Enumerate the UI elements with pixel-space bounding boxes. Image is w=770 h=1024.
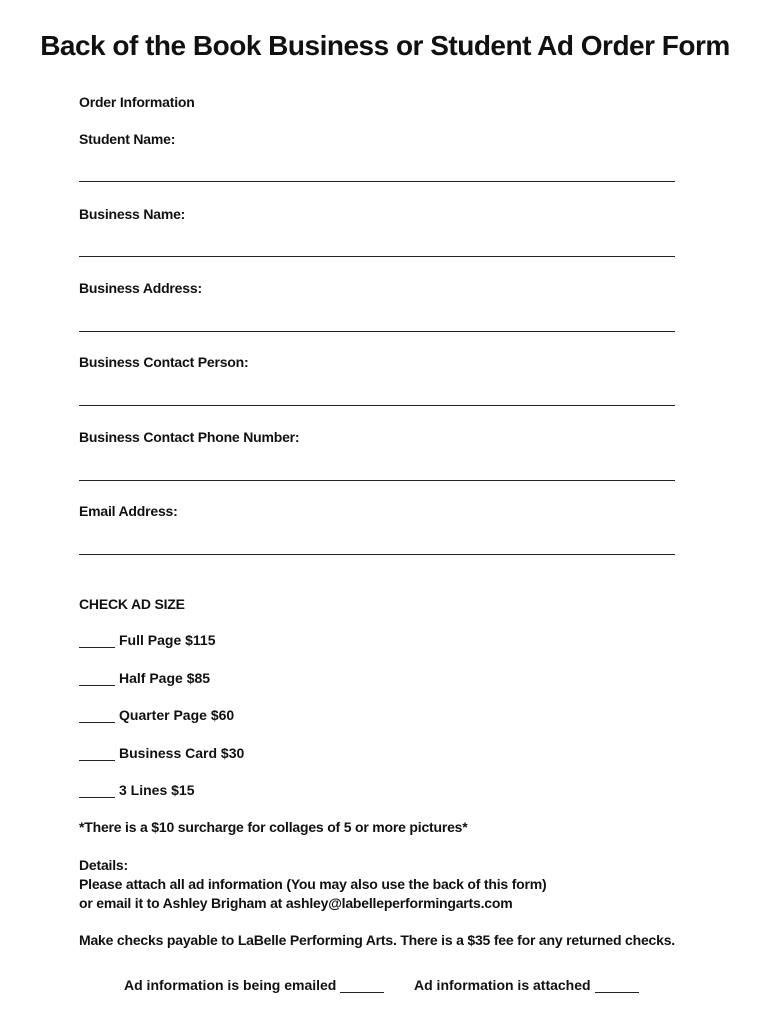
ad-option-half-page[interactable] bbox=[79, 670, 210, 686]
option-label: Business Card $30 bbox=[119, 745, 245, 761]
emailed-confirmation[interactable] bbox=[124, 977, 384, 993]
option-label: 3 Lines $15 bbox=[119, 782, 195, 798]
business-address-label: Business Address: bbox=[79, 280, 202, 296]
payment-note: Make checks payable to LaBelle Performing Arts. There is a $35 fee for any returned checks. bbox=[79, 932, 675, 948]
details-line-1: Please attach all ad information (You may also use the back of this form) bbox=[79, 876, 547, 892]
option-blank[interactable] bbox=[79, 673, 115, 686]
details-heading: Details: bbox=[79, 857, 128, 873]
order-information-heading: Order Information bbox=[79, 94, 195, 110]
option-blank[interactable] bbox=[79, 710, 115, 723]
email-address-label: Email Address: bbox=[79, 503, 178, 519]
check-ad-size-heading: CHECK AD SIZE bbox=[79, 596, 185, 612]
attached-confirmation[interactable] bbox=[414, 977, 639, 993]
attached-blank[interactable] bbox=[595, 980, 639, 993]
ad-option-3-lines[interactable] bbox=[79, 782, 195, 798]
option-label: Half Page $85 bbox=[119, 670, 211, 686]
business-contact-person-line[interactable] bbox=[79, 405, 675, 406]
emailed-label: Ad information is being emailed bbox=[124, 977, 337, 993]
ad-option-quarter-page[interactable] bbox=[79, 707, 234, 723]
emailed-blank[interactable] bbox=[340, 980, 384, 993]
business-contact-phone-line[interactable] bbox=[79, 480, 675, 481]
option-label: Full Page $115 bbox=[119, 632, 216, 648]
business-contact-person-label: Business Contact Person: bbox=[79, 354, 249, 370]
student-name-line[interactable] bbox=[79, 181, 675, 182]
details-line-2: or email it to Ashley Brigham at ashley@labelleperformingarts.com bbox=[79, 895, 513, 911]
surcharge-note: *There is a $10 surcharge for collages of 5 or more pictures* bbox=[79, 819, 468, 835]
ad-option-full-page[interactable] bbox=[79, 632, 216, 648]
business-contact-phone-label: Business Contact Phone Number: bbox=[79, 429, 300, 445]
option-blank[interactable] bbox=[79, 748, 115, 761]
email-address-line[interactable] bbox=[79, 554, 675, 555]
details-block bbox=[79, 856, 546, 913]
business-name-label: Business Name: bbox=[79, 206, 186, 222]
page-title: Back of the Book Business or Student Ad Order Form bbox=[40, 30, 730, 61]
business-address-line[interactable] bbox=[79, 331, 675, 332]
student-name-label: Student Name: bbox=[79, 131, 176, 147]
option-blank[interactable] bbox=[79, 785, 115, 798]
option-blank[interactable] bbox=[79, 635, 115, 648]
attached-label: Ad information is attached bbox=[414, 977, 591, 993]
business-name-line[interactable] bbox=[79, 256, 675, 257]
option-label: Quarter Page $60 bbox=[119, 707, 235, 723]
ad-option-business-card[interactable] bbox=[79, 745, 244, 761]
